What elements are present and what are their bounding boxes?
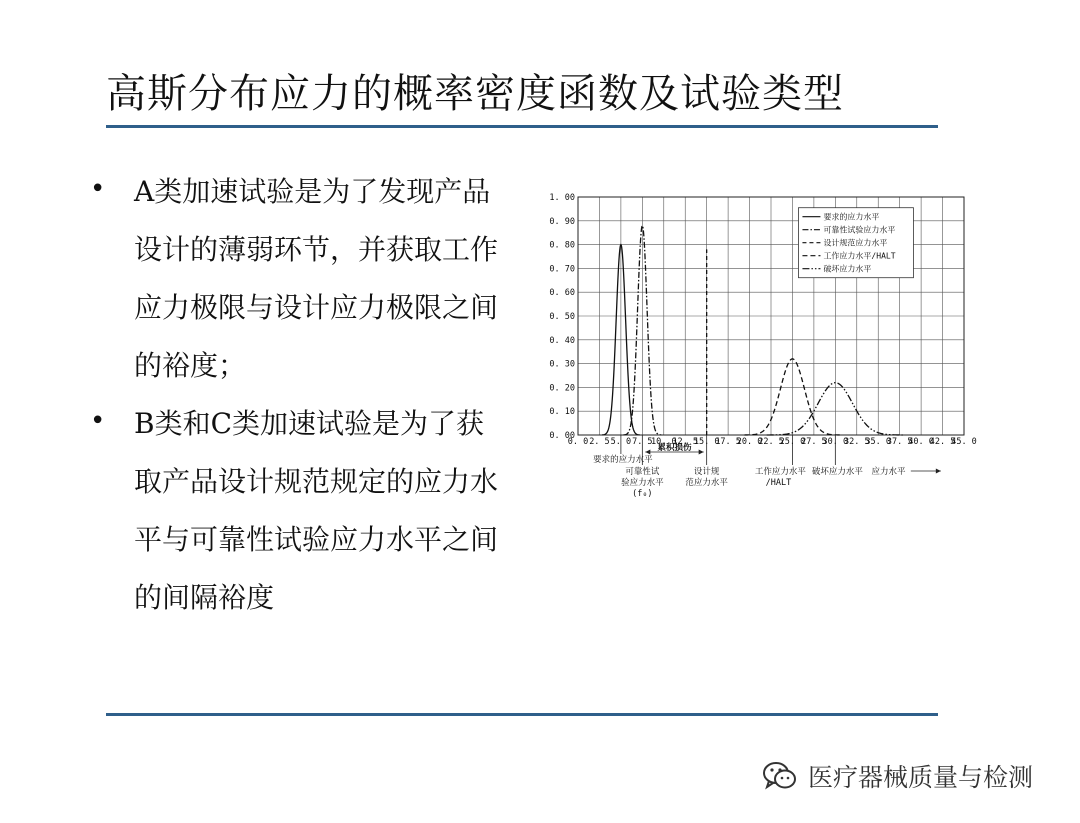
y-tick-label: 0. 20 xyxy=(549,383,575,394)
x-tick-label: 12. 5 xyxy=(672,437,699,447)
legend-label: 设计规范应力水平 xyxy=(823,238,888,248)
annotation-spec-stress: 设计规 xyxy=(693,467,720,477)
bullet-text-bc: B类和C类加速试验是为了获取产品设计规范规定的应力水平与可靠性试验应力水平之间的间隔裕度 xyxy=(134,407,499,614)
legend-label: 工作应力水平/HALT xyxy=(823,251,896,261)
annotation-reliability-stress: (f₀) xyxy=(632,489,653,499)
x-tick-label: 42. 5 xyxy=(929,437,956,447)
x-tick-label: 40. 0 xyxy=(908,437,934,447)
y-tick-label: 0. 30 xyxy=(549,359,575,370)
arrow-head-right xyxy=(699,450,704,455)
x-tick-label: 7. 5 xyxy=(632,437,653,447)
y-tick-label: 0. 90 xyxy=(549,216,575,227)
y-tick-label: 0. 80 xyxy=(549,240,575,251)
x-tick-label: 15. 0 xyxy=(693,437,720,447)
annotation-reliability-stress: 可靠性试 xyxy=(625,467,660,477)
annotation-cumulative-damage: 累积损伤 xyxy=(657,443,692,453)
x-tick-label: 27. 5 xyxy=(801,437,827,447)
slide-title: 高斯分布应力的概率密度函数及试验类型 xyxy=(106,71,844,117)
legend-label: 可靠性试验应力水平 xyxy=(823,225,896,235)
title-divider xyxy=(106,125,938,128)
bullet-text-a: A类加速试验是为了发现产品设计的薄弱环节，并获取工作应力极限与设计应力极限之间的裕度； xyxy=(134,175,499,382)
y-tick-label: 0. 40 xyxy=(549,335,575,346)
x-tick-label: 17. 5 xyxy=(715,437,741,447)
x-tick-label: 10. 0 xyxy=(650,437,677,447)
bullet-marker: • xyxy=(90,174,106,204)
annotation-halt-stress: /HALT xyxy=(765,478,792,488)
bullet-marker: • xyxy=(90,406,106,436)
wechat-icon xyxy=(762,760,798,792)
chart-legend xyxy=(798,208,913,278)
x-tick-label: 30. 0 xyxy=(822,437,849,447)
x-tick-label: 2. 5 xyxy=(589,437,610,447)
axis-arrow-head xyxy=(936,469,941,474)
y-tick-label: 1. 00 xyxy=(549,193,575,203)
x-tick-label: 45. 0 xyxy=(951,437,977,447)
x-tick-label: 25. 0 xyxy=(779,437,806,447)
annotation-required-stress: 要求的应力水平 xyxy=(593,455,653,465)
y-tick-label: 0. 10 xyxy=(549,407,575,418)
watermark xyxy=(762,756,1033,796)
footer-divider xyxy=(106,713,938,716)
annotation-reliability-stress: 验应力水平 xyxy=(621,478,664,488)
y-tick-label: 0. 70 xyxy=(549,264,575,275)
arrow-head-left xyxy=(645,450,650,455)
y-tick-label: 0. 00 xyxy=(549,431,575,441)
stress-pdf-chart xyxy=(545,185,985,525)
legend-label: 破坏应力水平 xyxy=(823,264,872,274)
annotation-spec-stress: 范应力水平 xyxy=(685,478,728,488)
x-tick-label: 37. 5 xyxy=(886,437,913,447)
x-tick-label: 35. 0 xyxy=(865,437,892,447)
x-tick-label: 20. 0 xyxy=(736,437,763,447)
x-tick-label: 22. 5 xyxy=(758,437,784,447)
legend-label: 要求的应力水平 xyxy=(823,212,880,222)
annotation-halt-stress: 工作应力水平 xyxy=(754,467,806,477)
x-tick-label: 32. 5 xyxy=(843,437,870,447)
watermark-text: 医疗器械质量与检测 xyxy=(808,763,1034,792)
x-tick-label: 0. 0 xyxy=(567,437,589,447)
y-tick-label: 0. 60 xyxy=(549,288,575,299)
x-tick-label: 5. 0 xyxy=(610,437,632,447)
annotation-axis-label: 应力水平 xyxy=(871,467,906,477)
annotation-destruct-stress: 破坏应力水平 xyxy=(811,467,863,477)
y-tick-label: 0. 50 xyxy=(549,312,575,322)
